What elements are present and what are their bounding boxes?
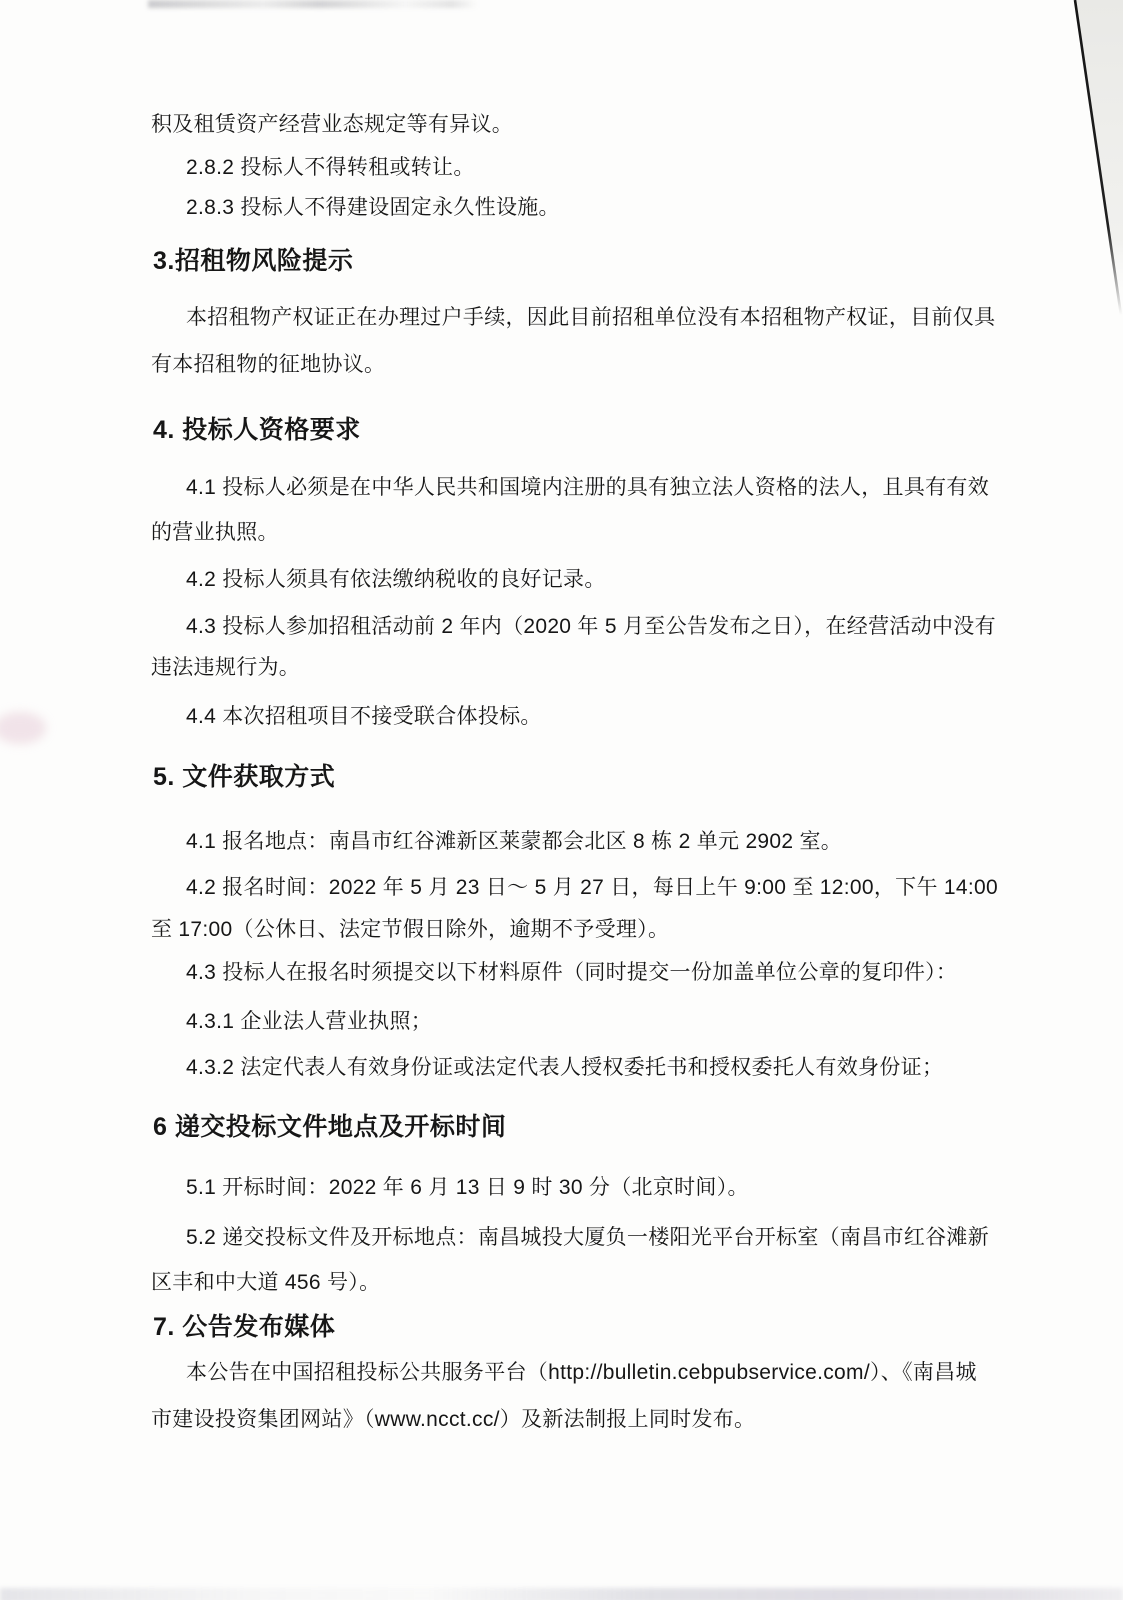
text-line: 违法违规行为。 [151,656,301,679]
text-line: 4.3 投标人参加招租活动前 2 年内（2020 年 5 月至公告发布之日），在经营活动中没有 [186,615,996,638]
text-line: 5.1 开标时间：2022 年 6 月 13 日 9 时 30 分（北京时间）。 [186,1176,749,1199]
text-line: 4.2 投标人须具有依法缴纳税收的良好记录。 [186,568,606,591]
text-line: 本公告在中国招租投标公共服务平台（http://bulletin.cebpubservice.com/）、《南昌城 [186,1361,977,1384]
page-corner-fold [1031,0,1123,335]
section-heading: 3.招租物风险提示 [153,247,354,275]
text-line: 2.8.3 投标人不得建设固定永久性设施。 [186,196,560,219]
text-line: 4.1 报名地点：南昌市红谷滩新区莱蒙都会北区 8 栋 2 单元 2902 室。 [186,830,843,853]
text-line: 至 17:00（公休日、法定节假日除外，逾期不予受理）。 [151,918,670,941]
text-line: 4.3 投标人在报名时须提交以下材料原件（同时提交一份加盖单位公章的复印件）： [186,961,958,984]
text-line: 本招租物产权证正在办理过户手续，因此目前招租单位没有本招租物产权证，目前仅具 [186,306,996,329]
text-line: 有本招租物的征地协议。 [151,353,386,376]
section-heading: 7. 公告发布媒体 [153,1313,336,1341]
section-heading: 6 递交投标文件地点及开标时间 [153,1113,507,1141]
text-line: 4.3.2 法定代表人有效身份证或法定代表人授权委托书和授权委托人有效身份证； [186,1056,944,1079]
section-heading: 4. 投标人资格要求 [153,416,361,444]
section-heading: 5. 文件获取方式 [153,763,336,791]
text-line: 5.2 递交投标文件及开标地点：南昌城投大厦负一楼阳光平台开标室（南昌市红谷滩新 [186,1226,990,1249]
text-line: 区丰和中大道 456 号）。 [151,1271,381,1294]
text-line: 4.3.1 企业法人营业执照； [186,1010,433,1033]
text-line: 的营业执照。 [151,521,279,544]
text-line: 4.2 报名时间：2022 年 5 月 23 日～ 5 月 27 日，每日上午 9:00 至 12:00，下午 14:00 [186,876,998,899]
text-line: 2.8.2 投标人不得转租或转让。 [186,156,475,179]
text-line: 市建设投资集团网站》（www.ncct.cc/）及新法制报上同时发布。 [151,1408,756,1431]
bottom-scan-edge-band [0,1588,1123,1600]
left-edge-ink-smudge [0,712,46,744]
top-edge-print-smudge [148,0,478,8]
text-line: 积及租赁资产经营业态规定等有异议。 [151,113,514,136]
text-line: 4.1 投标人必须是在中华人民共和国境内注册的具有独立法人资格的法人，且具有有效 [186,476,990,499]
text-line: 4.4 本次招租项目不接受联合体投标。 [186,705,542,728]
